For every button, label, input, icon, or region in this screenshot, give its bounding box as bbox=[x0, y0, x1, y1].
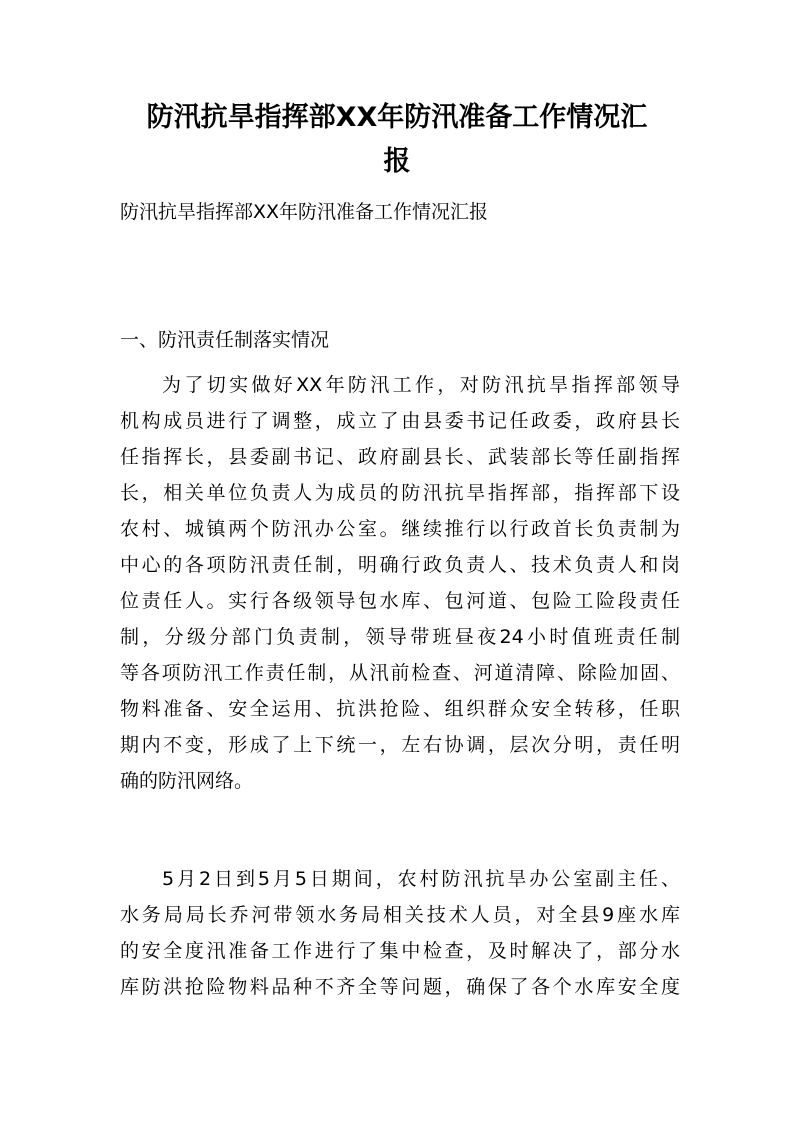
paragraph-1-line: 长，相关单位负责人为成员的防汛抗旱指挥部，指挥部下设 bbox=[120, 482, 680, 504]
paragraph-1-line: 为了切实做好XX年防汛工作，对防汛抗旱指挥部领导 bbox=[162, 374, 680, 396]
paragraph-2-line: 水务局局长乔河带领水务局相关技术人员，对全县9座水库 bbox=[120, 904, 680, 926]
title-line-2: 报 bbox=[383, 146, 411, 177]
document-title bbox=[110, 96, 684, 184]
paragraph-1-line: 任指挥长，县委副书记、政府副县长、武装部长等任副指挥 bbox=[120, 446, 680, 468]
document-subtitle: 防汛抗旱指挥部XX年防汛准备工作情况汇报 bbox=[120, 201, 489, 223]
paragraph-2-line: 的安全度汛准备工作进行了集中检查，及时解决了，部分水 bbox=[120, 940, 680, 962]
paragraph-1-line: 机构成员进行了调整，成立了由县委书记任政委，政府县长 bbox=[120, 410, 680, 432]
paragraph-2-line: 库防洪抢险物料品种不齐全等问题，确保了各个水库安全度 bbox=[120, 976, 680, 998]
paragraph-1-line: 中心的各项防汛责任制，明确行政负责人、技术负责人和岗 bbox=[120, 554, 680, 576]
section-heading: 一、防汛责任制落实情况 bbox=[120, 329, 330, 351]
paragraph-1-line: 期内不变，形成了上下统一，左右协调，层次分明，责任明 bbox=[120, 734, 680, 756]
paragraph-1-line: 物料准备、安全运用、抗洪抢险、组织群众安全转移，任职 bbox=[120, 698, 680, 720]
paragraph-2-line: 5月2日到5月5日期间，农村防汛抗旱办公室副主任、 bbox=[162, 868, 680, 890]
paragraph-1-line: 等各项防汛工作责任制，从汛前检查、河道清障、除险加固、 bbox=[120, 662, 680, 684]
paragraph-1-line: 确的防汛网络。 bbox=[120, 770, 254, 792]
paragraph-1-line: 制，分级分部门负责制，领导带班昼夜24小时值班责任制 bbox=[120, 626, 680, 648]
paragraph-1-line: 位责任人。实行各级领导包水库、包河道、包险工险段责任 bbox=[120, 590, 680, 612]
paragraph-1-line: 农村、城镇两个防汛办公室。继续推行以行政首长负责制为 bbox=[120, 518, 680, 540]
title-line-1: 防汛抗旱指挥部XX年防汛准备工作情况汇 bbox=[146, 102, 648, 133]
